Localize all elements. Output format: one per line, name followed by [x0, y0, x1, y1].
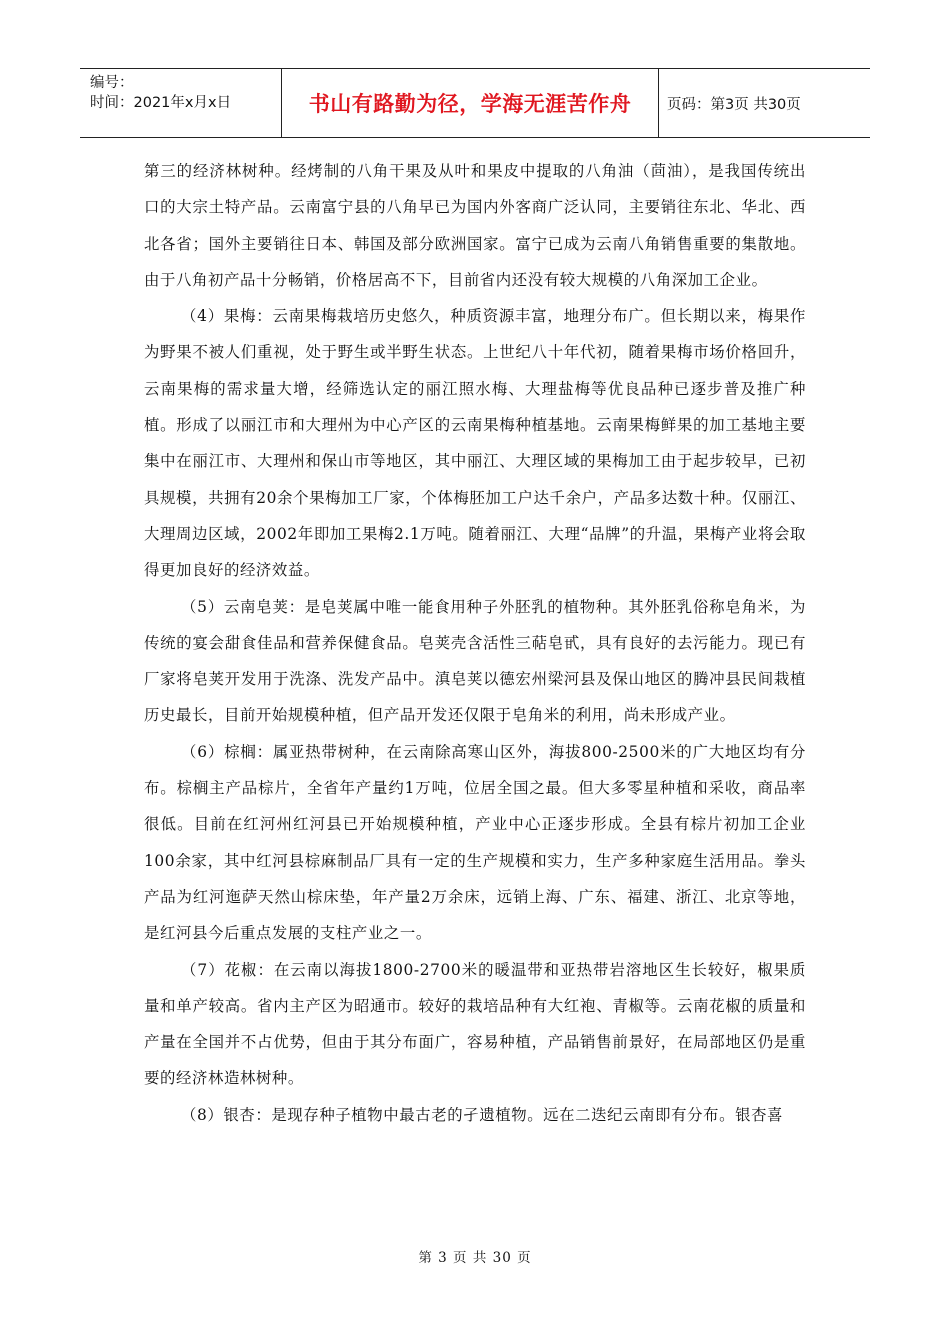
document-number-label: 编号：	[90, 75, 134, 91]
header-page-info: 页码：第3页 共30页	[667, 96, 801, 113]
header-meta-cell	[80, 69, 282, 137]
page-footer: 第 3 页 共 30 页	[418, 1250, 532, 1266]
paragraph-huajiao: （7）花椒：在云南以海拔1800-2700米的暖温带和亚热带岩溶地区生长较好，椒果质量和单产较高。省内主产区为昭通市。较好的栽培品种有大红袍、青椒等。云南花椒的质量和产量在全国并不占优势，但由于其分布面广，容易种植，产品销售前景好，在局部地区仍是重要的经济林造林树种。	[144, 960, 806, 1088]
paragraph-zonglv: （6）棕榈：属亚热带树种，在云南除高寒山区外，海拔800-2500米的广大地区均有分布。棕榈主产品棕片，全省年产量约1万吨，位居全国之最。但大多零星种植和采收，商品率很低。目前在红河州红河县已开始规模种植，产业中心正逐步形成。全县有棕片初加工企业100余家，其中红河县棕麻制品厂具有一定的生产规模和实力，生产多种家庭生活用品。拳头产品为红河迤萨天然山棕床垫，年产量2万余床，远销上海、广东、福建、浙江、北京等地，是红河县今后重点发展的支柱产业之一。	[144, 742, 806, 943]
paragraph-zaojia: （5）云南皂荚：是皂荚属中唯一能食用种子外胚乳的植物种。其外胚乳俗称皂角米，为传统的宴会甜食佳品和营养保健食品。皂荚壳含活性三萜皂甙，具有良好的去污能力。现已有厂家将皂荚开发用于洗涤、洗发产品中。滇皂荚以德宏州梁河县及保山地区的腾冲县民间栽植历史最长，目前开始规模种植，但产品开发还仅限于皂角米的利用，尚未形成产业。	[144, 597, 806, 725]
paragraph-yinxing: （8）银杏：是现存种子植物中最古老的孑遗植物。远在二迭纪云南即有分布。银杏喜	[181, 1105, 784, 1124]
paragraph-guomei: （4）果梅：云南果梅栽培历史悠久，种质资源丰富，地理分布广。但长期以来，梅果作为野果不被人们重视，处于野生或半野生状态。上世纪八十年代初，随着果梅市场价格回升，云南果梅的需求量大增，经筛选认定的丽江照水梅、大理盐梅等优良品种已逐步普及推广种植。形成了以丽江市和大理州为中心产区的云南果梅种植基地。云南果梅鲜果的加工基地主要集中在丽江市、大理州和保山市等地区，其中丽江、大理区域的果梅加工由于起步较早，已初具规模，共拥有20余个果梅加工厂家，个体梅胚加工户达千余户，产品多达数十种。仅丽江、大理周边区域，2002年即加工果梅2.1万吨。随着丽江、大理“品牌”的升温，果梅产业将会取得更加良好的经济效益。	[144, 307, 806, 580]
document-body	[144, 153, 806, 1133]
paragraph-bajiao-continued: 第三的经济林树种。经烤制的八角干果及从叶和果皮中提取的八角油（茴油），是我国传统出口的大宗土特产品。云南富宁县的八角早已为国内外客商广泛认同，主要销往东北、华北、西北各省；国外主要销往日本、韩国及部分欧洲国家。富宁已成为云南八角销售重要的集散地。由于八角初产品十分畅销，价格居高不下，目前省内还没有较大规模的八角深加工企业。	[144, 162, 806, 289]
document-date: 时间：2021年x月x日	[90, 95, 232, 111]
page-header	[80, 68, 870, 138]
header-motto: 书山有路勤为径，学海无涯苦作舟	[282, 69, 659, 137]
